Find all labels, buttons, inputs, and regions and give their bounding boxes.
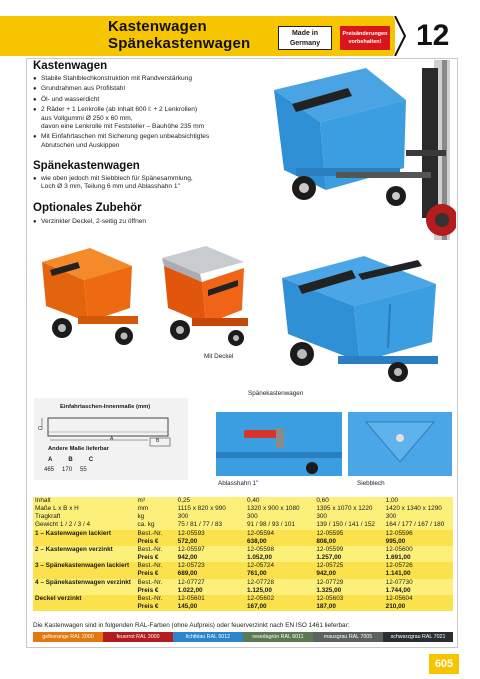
diagram-value-row <box>44 467 87 473</box>
row-value: 942,00 <box>314 570 383 578</box>
table-row <box>33 521 453 529</box>
row-value: 1.141,00 <box>384 570 453 578</box>
section-title-kastenwagen: Kastenwagen <box>33 60 108 72</box>
fork-pocket-drawing <box>38 412 184 448</box>
row-value: 167,00 <box>245 603 314 611</box>
section-title-spaenekastenwagen: Spänekastenwagen <box>33 160 140 172</box>
caption-ablasshahn: Ablasshahn 1" <box>218 480 259 487</box>
row-unit: Preis € <box>135 603 175 611</box>
row-value: 12-07727 <box>176 579 245 587</box>
diagram-label-a-inline: A <box>110 436 114 442</box>
title-line-2: Spänekastenwagen <box>108 35 251 52</box>
row-value: 12-05603 <box>314 595 383 603</box>
row-value: 12-05598 <box>245 546 314 554</box>
ral-color-bar <box>33 632 453 642</box>
feature-item: ● Verzinkter Deckel, 2-seitig zu öffnen <box>33 218 253 226</box>
page-header <box>0 0 480 58</box>
row-value: 1.325,00 <box>314 587 383 595</box>
spec-table <box>33 497 453 611</box>
row-unit: mm <box>135 505 175 513</box>
row-value: 139 / 150 / 141 / 152 <box>314 521 383 529</box>
page-title <box>108 18 250 52</box>
row-value: 145,00 <box>176 603 245 611</box>
price-change-notice <box>340 26 390 50</box>
table-row <box>33 587 453 595</box>
sieve-plate-image <box>348 412 452 476</box>
caption-mit-deckel: Mit Deckel <box>204 353 234 360</box>
forklift-cart-image <box>256 60 456 240</box>
row-value: 1,00 <box>384 497 453 505</box>
table-row <box>33 603 453 611</box>
row-value: 12-05726 <box>384 562 453 570</box>
table-row <box>33 497 453 505</box>
row-value: 300 <box>245 513 314 521</box>
chapter-number: 12 <box>416 19 450 52</box>
ral-swatch: mausgrau RAL 7005 <box>313 632 383 642</box>
table-row <box>33 530 453 538</box>
diagram-label-b: B <box>68 457 73 463</box>
row-value: 12-05597 <box>176 546 245 554</box>
diagram-value-b: 170 <box>62 467 73 473</box>
row-value: 1.125,00 <box>245 587 314 595</box>
ral-swatch: feuerrot RAL 3000 <box>103 632 173 642</box>
row-value: 12-05724 <box>245 562 314 570</box>
row-value: 12-05595 <box>314 530 383 538</box>
row-unit: Best.-Nr. <box>135 530 175 538</box>
row-value: 210,00 <box>384 603 453 611</box>
row-unit: Best.-Nr. <box>135 546 175 554</box>
row-value: 12-05725 <box>314 562 383 570</box>
row-value: 1395 x 1070 x 1220 <box>314 505 383 513</box>
price-line-1: Preisänderungen <box>342 31 388 37</box>
row-value: 1420 x 1340 x 1290 <box>384 505 453 513</box>
row-unit: Preis € <box>135 554 175 562</box>
row-value: 75 / 81 / 77 / 83 <box>176 521 245 529</box>
table-row <box>33 570 453 578</box>
row-value: 187,00 <box>314 603 383 611</box>
row-label: Inhalt <box>33 497 135 505</box>
table-row <box>33 554 453 562</box>
row-label <box>33 603 135 611</box>
row-value: 12-05593 <box>176 530 245 538</box>
table-row <box>33 562 453 570</box>
row-label: Gewicht 1 / 2 / 3 / 4 <box>33 521 135 529</box>
row-unit: Best.-Nr. <box>135 579 175 587</box>
feature-item: ● Mit Einfahrtaschen mit Sicherung gegen unbeabsichtigtes Abrutschen und Auskippen <box>33 133 253 150</box>
kastenwagen-features <box>33 75 253 152</box>
row-value: 1.257,00 <box>314 554 383 562</box>
row-value: 300 <box>384 513 453 521</box>
table-row <box>33 579 453 587</box>
row-unit: Preis € <box>135 587 175 595</box>
row-value: 12-07728 <box>245 579 314 587</box>
row-value: 808,00 <box>314 538 383 546</box>
row-value: 0,60 <box>314 497 383 505</box>
caption-siebblech: Siebblech <box>357 480 385 487</box>
row-value: 638,00 <box>245 538 314 546</box>
row-value: 1.744,00 <box>384 587 453 595</box>
fork-pocket-diagram <box>34 398 188 480</box>
table-row <box>33 546 453 554</box>
row-value: 1.022,00 <box>176 587 245 595</box>
row-value: 1320 x 900 x 1080 <box>245 505 314 513</box>
row-value: 12-05602 <box>245 595 314 603</box>
ral-swatch: lichtblau RAL 5012 <box>173 632 243 642</box>
row-value: 1115 x 820 x 990 <box>176 505 245 513</box>
row-value: 0,25 <box>176 497 245 505</box>
row-value: 12-07729 <box>314 579 383 587</box>
row-unit: Best.-Nr. <box>135 595 175 603</box>
ral-swatch: resedagrün RAL 6011 <box>243 632 313 642</box>
row-value: 942,00 <box>176 554 245 562</box>
diagram-label-b-inline: B <box>156 438 160 444</box>
feature-item: ● Grundrahmen aus Profilstahl <box>33 85 253 93</box>
row-value: 300 <box>314 513 383 521</box>
row-label: 3 – Spänekastenwagen lackiert <box>33 562 135 570</box>
row-unit: ca. kg <box>135 521 175 529</box>
ral-swatch: schwarzgrau RAL 7021 <box>383 632 453 642</box>
orange-cart-image <box>34 244 144 348</box>
diagram-label-a: A <box>48 457 53 463</box>
table-row <box>33 595 453 603</box>
made-in-germany-badge <box>278 26 332 50</box>
row-label <box>33 538 135 546</box>
row-label: Maße L x B x H <box>33 505 135 513</box>
spaenekastenwagen-features <box>33 175 253 194</box>
drain-tap-image <box>216 412 342 476</box>
row-label: 1 – Kastenwagen lackiert <box>33 530 135 538</box>
row-value: 761,00 <box>245 570 314 578</box>
row-value: 12-05594 <box>245 530 314 538</box>
row-label: 4 – Spänekastenwagen verzinkt <box>33 579 135 587</box>
row-label <box>33 587 135 595</box>
row-value: 689,00 <box>176 570 245 578</box>
row-value: 12-05723 <box>176 562 245 570</box>
row-value: 12-07730 <box>384 579 453 587</box>
diagram-title: Einfahrtaschen-Innenmaße (mm) <box>60 404 151 410</box>
diagram-label-c-inline: C <box>38 426 42 432</box>
table-row <box>33 538 453 546</box>
feature-item: ● Öl- und wasserdicht <box>33 96 253 104</box>
diagram-label-c: C <box>88 457 94 463</box>
table-row <box>33 505 453 513</box>
feature-item: ● 2 Räder + 1 Lenkrolle (ab Inhalt 600 l: + 2 Lenkrollen) aus Vollgummi Ø 250 x 60 mm, davon eine Lenkrolle mit Feststeller – Bauhöhe 235 mm <box>33 106 253 131</box>
row-unit: Preis € <box>135 570 175 578</box>
row-value: 1.691,00 <box>384 554 453 562</box>
row-value: 12-05599 <box>314 546 383 554</box>
row-value: 0,40 <box>245 497 314 505</box>
row-value: 12-05596 <box>384 530 453 538</box>
row-value: 1.052,00 <box>245 554 314 562</box>
blue-spaenekastenwagen-image <box>268 252 448 384</box>
row-label <box>33 570 135 578</box>
ral-swatch: gelborange RAL 2000 <box>33 632 103 642</box>
feature-item: ● wie oben jedoch mit Siebblech für Spänesammlung, Loch Ø 3 mm, Teilung 6 mm und Ablasshahn 1" <box>33 175 253 192</box>
row-unit: Best.-Nr. <box>135 562 175 570</box>
row-value: 91 / 98 / 93 / 101 <box>245 521 314 529</box>
made-in-line-1: Made in <box>291 30 319 37</box>
page-number: 605 <box>429 654 459 674</box>
row-unit: Preis € <box>135 538 175 546</box>
diagram-header-row <box>48 457 93 463</box>
row-value: 12-05601 <box>176 595 245 603</box>
row-value: 164 / 177 / 167 / 180 <box>384 521 453 529</box>
row-value: 12-05600 <box>384 546 453 554</box>
row-value: 995,00 <box>384 538 453 546</box>
price-line-2: vorbehalten! <box>348 39 382 45</box>
section-title-zubehoer: Optionales Zubehör <box>33 202 142 214</box>
made-in-line-2: Germany <box>289 40 321 47</box>
red-cart-with-lid-image <box>152 244 252 348</box>
row-unit: kg <box>135 513 175 521</box>
diagram-subtitle: Andere Maße lieferbar <box>48 446 109 452</box>
diagram-value-a: 465 <box>44 467 55 473</box>
table-row <box>33 513 453 521</box>
row-unit: m³ <box>135 497 175 505</box>
ral-note: Die Kastenwagen sind in folgenden RAL-Farben (ohne Aufpreis) oder feuerverzinkt nach EN ISO 1461 lieferbar: <box>33 622 350 629</box>
zubehoer-features <box>33 218 253 228</box>
row-label <box>33 554 135 562</box>
row-value: 300 <box>176 513 245 521</box>
title-line-1: Kastenwagen <box>108 18 207 35</box>
diagram-value-c: 55 <box>80 467 87 473</box>
caption-spaenekastenwagen: Spänekastenwagen <box>248 390 304 397</box>
feature-item: ● Stabile Stahlblechkonstruktion mit Randverstärkung <box>33 75 253 83</box>
row-value: 12-05604 <box>384 595 453 603</box>
row-value: 572,00 <box>176 538 245 546</box>
row-label: 2 – Kastenwagen verzinkt <box>33 546 135 554</box>
row-label: Deckel verzinkt <box>33 595 135 603</box>
row-label: Tragkraft <box>33 513 135 521</box>
